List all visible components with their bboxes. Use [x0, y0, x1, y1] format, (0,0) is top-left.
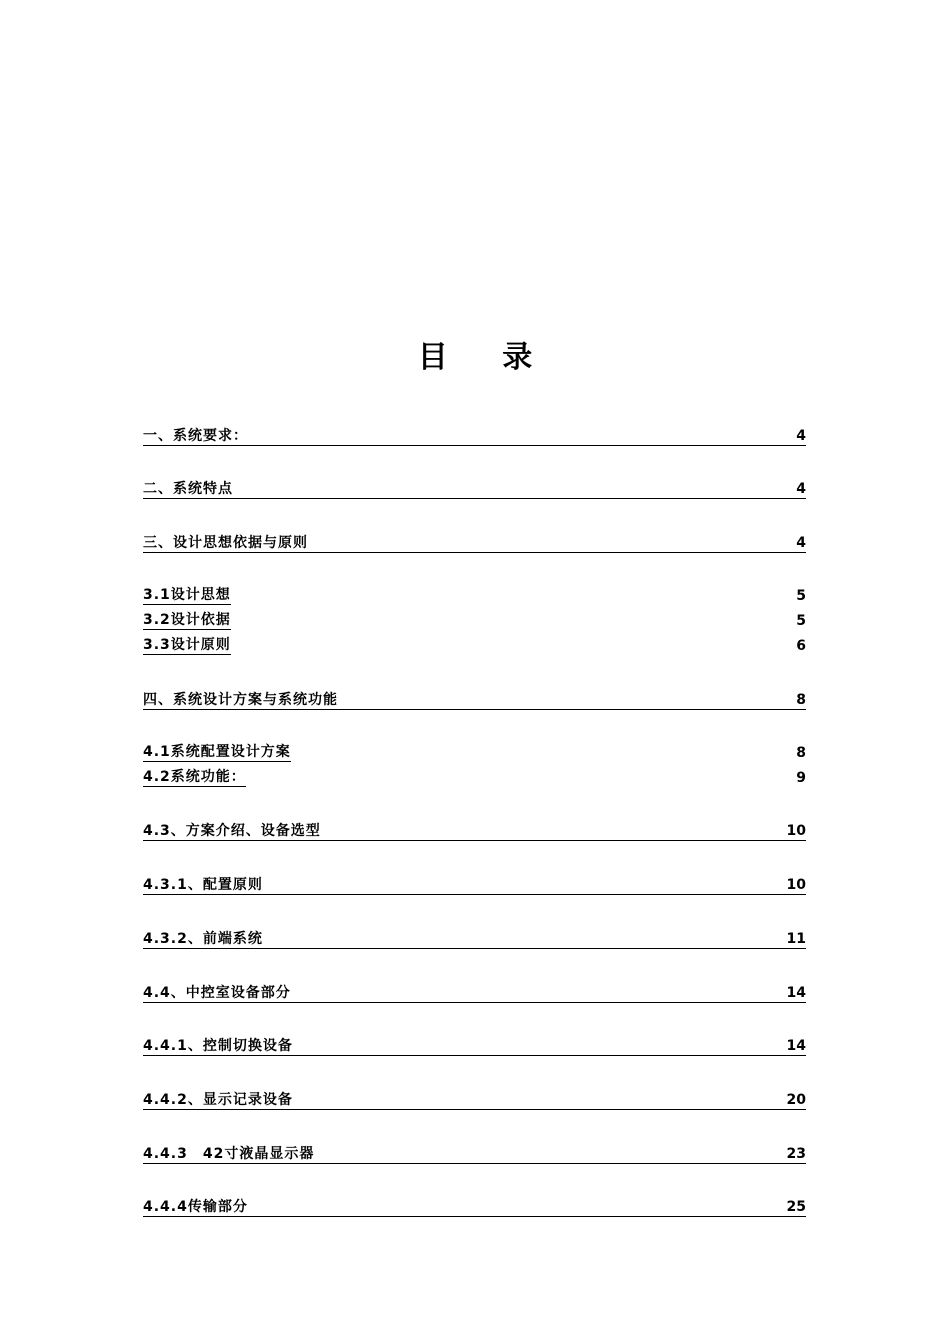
toc-entry[interactable] — [143, 767, 806, 787]
toc-entry-label: 4.4、中控室设备部分 — [143, 985, 291, 1001]
toc-entry-label: 4.2系统功能： — [143, 769, 246, 785]
toc-entry[interactable] — [143, 689, 806, 710]
toc-entry-label: 3.3设计原则 — [143, 637, 231, 653]
toc-entry-page: 4 — [796, 535, 806, 551]
toc-entry-page: 14 — [786, 1038, 806, 1054]
toc-entry[interactable] — [143, 1143, 806, 1164]
toc-entry-page: 11 — [786, 931, 806, 947]
toc-entry-page: 14 — [786, 985, 806, 1001]
toc-entry-label: 二、系统特点 — [143, 481, 233, 497]
toc-entry-label: 4.3、方案介绍、设备选型 — [143, 823, 321, 839]
toc-entry-label: 4.3.1、配置原则 — [143, 877, 263, 893]
toc-entry-page: 10 — [786, 823, 806, 839]
toc-entry-page: 4 — [796, 481, 806, 497]
toc-entry-label: 三、设计思想依据与原则 — [143, 535, 308, 551]
toc-entry-label: 4.1系统配置设计方案 — [143, 744, 291, 760]
toc-entry-page: 8 — [796, 692, 806, 708]
toc-entry-page: 20 — [786, 1092, 806, 1108]
toc-entry[interactable] — [143, 478, 806, 499]
toc-entry-label: 4.4.1、控制切换设备 — [143, 1038, 293, 1054]
toc-entry[interactable] — [143, 635, 806, 655]
toc-entry[interactable] — [143, 610, 806, 630]
toc-entry-label: 四、系统设计方案与系统功能 — [143, 692, 338, 708]
toc-entry-label: 一、系统要求： — [143, 428, 248, 444]
page-title: 目 录 — [417, 340, 555, 375]
toc-entry[interactable] — [143, 1089, 806, 1110]
toc-entry[interactable] — [143, 928, 806, 949]
toc-entry[interactable] — [143, 982, 806, 1003]
toc-entry[interactable] — [143, 820, 806, 841]
toc-entry-page: 8 — [796, 745, 806, 761]
toc-entry-label: 4.4.2、显示记录设备 — [143, 1092, 293, 1108]
toc-entry[interactable] — [143, 532, 806, 553]
toc-entry-label: 4.4.4传输部分 — [143, 1199, 248, 1215]
toc-entry-page: 9 — [796, 770, 806, 786]
toc-entry-page: 23 — [786, 1146, 806, 1162]
toc-entry-page: 5 — [796, 613, 806, 629]
toc-entry-label: 4.3.2、前端系统 — [143, 931, 263, 947]
toc-entry[interactable] — [143, 1035, 806, 1056]
toc-entry[interactable] — [143, 1196, 806, 1217]
toc-entry[interactable] — [143, 585, 806, 605]
toc-entry-label: 3.1设计思想 — [143, 587, 231, 603]
toc-entry-page: 25 — [786, 1199, 806, 1215]
toc-entry[interactable] — [143, 874, 806, 895]
toc-entry-page: 10 — [786, 877, 806, 893]
toc-entry-page: 6 — [796, 638, 806, 654]
toc-entry-label: 4.4.3 42寸液晶显示器 — [143, 1146, 315, 1162]
toc-entry-page: 5 — [796, 588, 806, 604]
toc-entry-page: 4 — [796, 428, 806, 444]
toc-entry[interactable] — [143, 742, 806, 762]
toc-entry-label: 3.2设计依据 — [143, 612, 231, 628]
toc-entry[interactable] — [143, 425, 806, 446]
